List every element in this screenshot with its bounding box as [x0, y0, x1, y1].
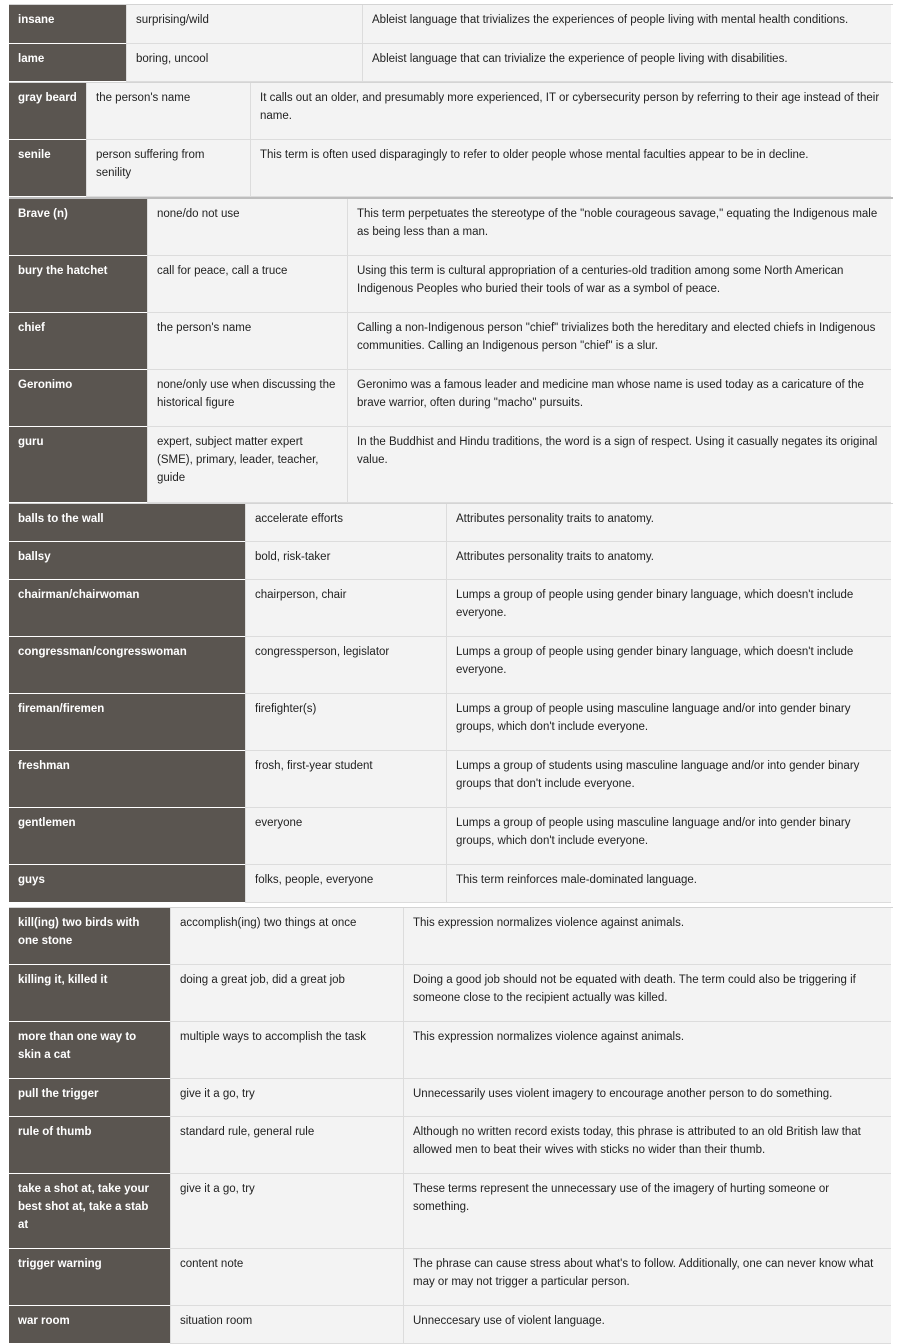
- term-cell: balls to the wall: [9, 504, 245, 542]
- alternative-cell: give it a go, try: [170, 1174, 403, 1249]
- alternative-cell: chairperson, chair: [245, 580, 446, 637]
- section-gendered: [9, 503, 893, 903]
- explanation-cell: Unneccesary use of violent language.: [403, 1306, 891, 1344]
- term-cell: senile: [9, 140, 86, 197]
- alternative-cell: expert, subject matter expert (SME), primary, leader, teacher, guide: [147, 427, 347, 503]
- term-cell: freshman: [9, 751, 245, 808]
- explanation-cell: This term perpetuates the stereotype of the "noble courageous savage," equating the Indigenous male as being less than a man.: [347, 199, 891, 256]
- alternative-cell: person suffering from senility: [86, 140, 250, 197]
- term-cell: kill(ing) two birds with one stone: [9, 908, 170, 965]
- alternative-cell: everyone: [245, 808, 446, 865]
- alternative-cell: frosh, first-year student: [245, 751, 446, 808]
- term-cell: bury the hatchet: [9, 256, 147, 313]
- alternative-cell: folks, people, everyone: [245, 865, 446, 903]
- section-ageist: [9, 82, 893, 197]
- term-cell: insane: [9, 5, 126, 44]
- alternative-cell: none/only use when discussing the historical figure: [147, 370, 347, 427]
- explanation-cell: In the Buddhist and Hindu traditions, the word is a sign of respect. Using it casually negates its original value.: [347, 427, 891, 503]
- explanation-cell: Calling a non-Indigenous person "chief" trivializes both the hereditary and elected chiefs in Indigenous communities. Calling an Indigenous person "chief" is a slur.: [347, 313, 891, 370]
- alternative-cell: boring, uncool: [126, 44, 362, 82]
- section-cultural-appropriation: [9, 197, 893, 503]
- explanation-cell: Using this term is cultural appropriation of a centuries-old tradition among some North American Indigenous Peoples who buried their tools of war as a symbol of peace.: [347, 256, 891, 313]
- explanation-cell: These terms represent the unnecessary use of the imagery of hurting someone or something.: [403, 1174, 891, 1249]
- explanation-cell: This term reinforces male-dominated language.: [446, 865, 891, 903]
- explanation-cell: Doing a good job should not be equated with death. The term could also be triggering if someone close to the recipient actually was killed.: [403, 965, 891, 1022]
- term-cell: guru: [9, 427, 147, 503]
- explanation-cell: Ableist language that can trivialize the experience of people living with disabilities.: [362, 44, 891, 82]
- alternative-cell: surprising/wild: [126, 5, 362, 44]
- term-cell: lame: [9, 44, 126, 82]
- alternative-cell: situation room: [170, 1306, 403, 1344]
- explanation-cell: This expression normalizes violence against animals.: [403, 1022, 891, 1079]
- alternative-cell: congressperson, legislator: [245, 637, 446, 694]
- term-cell: guys: [9, 865, 245, 903]
- term-cell: ballsy: [9, 542, 245, 580]
- explanation-cell: Lumps a group of people using gender binary language, which doesn't include everyone.: [446, 637, 891, 694]
- alternative-cell: accomplish(ing) two things at once: [170, 908, 403, 965]
- explanation-cell: Ableist language that trivializes the experiences of people living with mental health conditions.: [362, 5, 891, 44]
- explanation-cell: Attributes personality traits to anatomy.: [446, 504, 891, 542]
- alternative-cell: none/do not use: [147, 199, 347, 256]
- alternative-cell: multiple ways to accomplish the task: [170, 1022, 403, 1079]
- alternative-cell: content note: [170, 1249, 403, 1306]
- term-cell: congressman/congresswoman: [9, 637, 245, 694]
- explanation-cell: Lumps a group of people using gender binary language, which doesn't include everyone.: [446, 580, 891, 637]
- explanation-cell: Lumps a group of people using masculine language and/or into gender binary groups, which don't include everyone.: [446, 808, 891, 865]
- explanation-cell: Unnecessarily uses violent imagery to encourage another person to do something.: [403, 1079, 891, 1117]
- alternative-cell: firefighter(s): [245, 694, 446, 751]
- explanation-cell: Although no written record exists today, this phrase is attributed to an old British law that allowed men to beat their wives with sticks no wider than their thumb.: [403, 1117, 891, 1174]
- explanation-cell: This term is often used disparagingly to refer to older people whose mental faculties appear to be in decline.: [250, 140, 891, 197]
- term-cell: gentlemen: [9, 808, 245, 865]
- term-cell: killing it, killed it: [9, 965, 170, 1022]
- term-cell: rule of thumb: [9, 1117, 170, 1174]
- term-cell: fireman/firemen: [9, 694, 245, 751]
- alternative-cell: call for peace, call a truce: [147, 256, 347, 313]
- explanation-cell: Geronimo was a famous leader and medicine man whose name is used today as a caricature of the brave warrior, often during "macho" pursuits.: [347, 370, 891, 427]
- term-cell: more than one way to skin a cat: [9, 1022, 170, 1079]
- alternative-cell: bold, risk-taker: [245, 542, 446, 580]
- explanation-cell: This expression normalizes violence against animals.: [403, 908, 891, 965]
- explanation-cell: It calls out an older, and presumably more experienced, IT or cybersecurity person by referring to their age instead of their name.: [250, 83, 891, 140]
- explanation-cell: Lumps a group of students using masculine language and/or into gender binary groups that don't include everyone.: [446, 751, 891, 808]
- term-cell: gray beard: [9, 83, 86, 140]
- explanation-cell: The phrase can cause stress about what's to follow. Additionally, one can never know what may or may not trigger a particular person.: [403, 1249, 891, 1306]
- section-violent: [9, 907, 893, 1344]
- term-cell: chief: [9, 313, 147, 370]
- explanation-cell: Attributes personality traits to anatomy.: [446, 542, 891, 580]
- explanation-cell: Lumps a group of people using masculine language and/or into gender binary groups, which don't include everyone.: [446, 694, 891, 751]
- alternative-cell: accelerate efforts: [245, 504, 446, 542]
- term-cell: Geronimo: [9, 370, 147, 427]
- term-cell: pull the trigger: [9, 1079, 170, 1117]
- term-cell: trigger warning: [9, 1249, 170, 1306]
- term-cell: chairman/chairwoman: [9, 580, 245, 637]
- alternative-cell: doing a great job, did a great job: [170, 965, 403, 1022]
- alternative-cell: give it a go, try: [170, 1079, 403, 1117]
- term-cell: war room: [9, 1306, 170, 1344]
- alternative-cell: the person's name: [147, 313, 347, 370]
- section-ableist: [9, 4, 893, 82]
- alternative-cell: the person's name: [86, 83, 250, 140]
- alternative-cell: standard rule, general rule: [170, 1117, 403, 1174]
- term-cell: Brave (n): [9, 199, 147, 256]
- term-cell: take a shot at, take your best shot at, take a stab at: [9, 1174, 170, 1249]
